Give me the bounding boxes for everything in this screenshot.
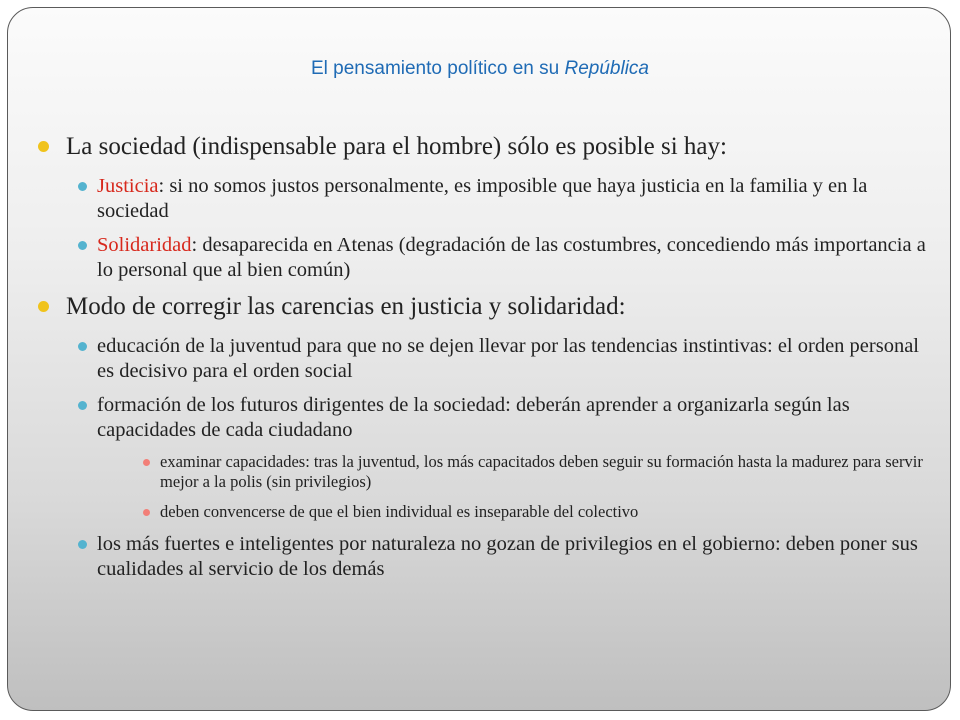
bullet-text: : desaparecida en Atenas (degradación de las costumbres, concediendo más importancia a lo personal que al bien común) xyxy=(97,234,926,281)
term-solidaridad: Solidaridad xyxy=(97,234,192,256)
bullet-text: deben convencerse de que el bien individual es inseparable del colectivo xyxy=(160,502,639,521)
bullet-text: los más fuertes e inteligentes por naturaleza no gozan de privilegios en el gobierno: deben poner sus cualidades al servicio de los demás xyxy=(97,533,918,580)
bullet-dot-icon xyxy=(78,241,87,250)
slide-title xyxy=(8,58,951,80)
bullet-dot-icon xyxy=(78,540,87,549)
slide-title-italic: República xyxy=(564,58,649,79)
sub-sub-bullet-convencerse xyxy=(34,502,934,522)
sub-bullet-formacion xyxy=(34,393,934,442)
bullet-dot-icon xyxy=(143,509,150,516)
bullet-sociedad xyxy=(34,132,934,162)
term-justicia: Justicia xyxy=(97,175,159,197)
bullet-text: formación de los futuros dirigentes de la sociedad: deberán aprender a organizarla según las capacidades de cada ciudadano xyxy=(97,394,850,441)
bullet-dot-icon xyxy=(78,182,87,191)
sub-sub-bullet-examinar xyxy=(34,452,934,492)
slide-content xyxy=(34,132,934,591)
slide xyxy=(7,7,951,711)
bullet-text: La sociedad (indispensable para el hombre) sólo es posible si hay: xyxy=(66,133,727,160)
bullet-dot-icon xyxy=(38,141,49,152)
bullet-text: Modo de corregir las carencias en justicia y solidaridad: xyxy=(66,293,626,320)
sub-bullet-justicia xyxy=(34,174,934,223)
bullet-text: : si no somos justos personalmente, es imposible que haya justicia en la familia y en la sociedad xyxy=(97,175,868,222)
sub-bullet-mas-fuertes xyxy=(34,532,934,581)
bullet-text: educación de la juventud para que no se dejen llevar por las tendencias instintivas: el orden personal es decisivo para el orden social xyxy=(97,335,919,382)
bullet-dot-icon xyxy=(143,459,150,466)
bullet-text: examinar capacidades: tras la juventud, los más capacitados deben seguir su formación hasta la madurez para servir mejor a la polis (sin privilegios) xyxy=(160,452,923,491)
slide-title-text: El pensamiento político en su xyxy=(311,58,565,79)
bullet-dot-icon xyxy=(38,301,49,312)
bullet-dot-icon xyxy=(78,401,87,410)
sub-bullet-educacion xyxy=(34,334,934,383)
sub-bullet-solidaridad xyxy=(34,233,934,282)
bullet-dot-icon xyxy=(78,342,87,351)
bullet-modo-corregir xyxy=(34,292,934,322)
